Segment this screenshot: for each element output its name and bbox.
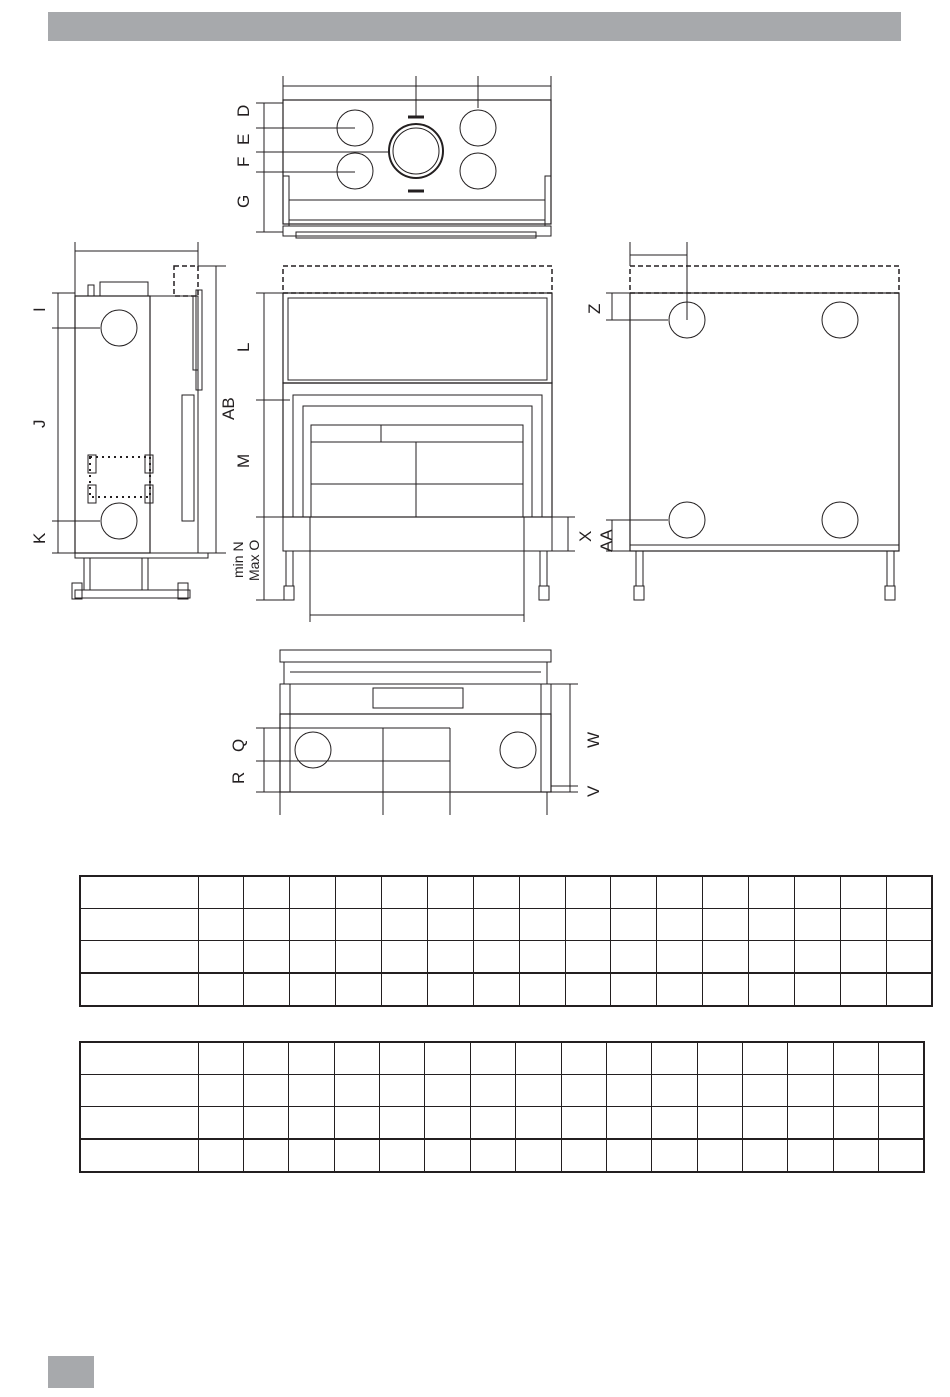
top-flue-bl [337,153,373,189]
table-cell [840,876,886,909]
rear-view [606,242,899,600]
table-cell [697,1075,742,1107]
label-j: J [30,419,49,428]
table-cell [289,1139,334,1172]
table-cell [198,1042,243,1075]
rear-flue-tr [822,302,858,338]
table-cell [749,876,795,909]
table-cell [244,973,290,1006]
table-cell [833,1107,878,1140]
table-cell [652,1139,697,1172]
bottom-view-labels [229,732,603,797]
row-header-cell [80,909,198,941]
table-cell [336,876,382,909]
rear-flue-br [822,502,858,538]
table-row [80,1139,924,1172]
label-x: X [576,530,595,542]
table-cell [743,1107,788,1140]
table-cell [561,1139,606,1172]
table-cell [380,1107,425,1140]
table-cell [606,1139,651,1172]
table-cell [703,973,749,1006]
table-cell [611,909,657,941]
table-cell [244,941,290,974]
table-cell [697,1042,742,1075]
table-cell [382,909,428,941]
table-cell [743,1139,788,1172]
table-cell [470,1139,515,1172]
table-cell [290,876,336,909]
label-f: F [234,156,253,167]
table-cell [886,909,932,941]
table-cell [336,941,382,974]
table-row [80,909,932,941]
table-cell [565,973,611,1006]
table-cell [516,1107,561,1140]
table-cell [657,876,703,909]
table-cell [565,909,611,941]
label-e: E [234,133,253,145]
rear-flue-bl [669,502,705,538]
table-cell [427,973,473,1006]
table-cell [425,1139,470,1172]
table-cell [243,1075,288,1107]
table-cell [516,1075,561,1107]
table-cell [697,1107,742,1140]
table-cell [879,1107,924,1140]
table-cell [334,1107,379,1140]
table-cell [198,1075,243,1107]
table-cell [425,1075,470,1107]
table-cell [743,1042,788,1075]
table-cell [470,1042,515,1075]
label-ab: AB [219,397,238,420]
table-cell [519,973,565,1006]
label-v: V [584,785,603,797]
bottom-opening-right [500,732,536,768]
label-d: D [234,104,253,117]
table-cell [703,876,749,909]
table-cell [840,909,886,941]
table-cell [611,973,657,1006]
row-header-cell [80,1042,198,1075]
table-cell [198,941,244,974]
table-cell [427,909,473,941]
front-view-labels [219,343,616,581]
table-cell [334,1139,379,1172]
table-cell [382,876,428,909]
table-cell [290,973,336,1006]
label-w: W [584,731,603,748]
table-cell [425,1042,470,1075]
side-lower-opening [101,503,137,539]
row-header-cell [80,941,198,974]
table-cell [794,909,840,941]
table-cell [565,876,611,909]
table-cell [289,1042,334,1075]
table-cell [519,941,565,974]
table-cell [788,1139,833,1172]
side-upper-opening [101,310,137,346]
table-cell [334,1075,379,1107]
label-k: K [30,532,49,544]
table-cell [427,876,473,909]
table-cell [198,1139,243,1172]
table-cell [473,876,519,909]
label-i: I [30,307,49,312]
label-z: Z [585,303,604,314]
table-cell [652,1107,697,1140]
table-cell [198,909,244,941]
table-cell [244,876,290,909]
table-cell [840,941,886,974]
table-cell [336,973,382,1006]
table-cell [380,1075,425,1107]
table-cell [886,941,932,974]
table-cell [198,1107,243,1140]
table-cell [561,1075,606,1107]
table-row [80,1075,924,1107]
table-cell [794,973,840,1006]
top-flue-br [460,153,496,189]
table-cell [516,1139,561,1172]
bottom-view [256,650,578,815]
table-cell [697,1139,742,1172]
table-cell [606,1075,651,1107]
table-cell [794,941,840,974]
table-cell [198,876,244,909]
table-cell [519,909,565,941]
table-cell [425,1107,470,1140]
table-cell [749,909,795,941]
table-cell [334,1042,379,1075]
table-cell [243,1139,288,1172]
table-cell [611,876,657,909]
dimensions-table-2 [79,1041,925,1173]
table-cell [743,1075,788,1107]
table-cell [606,1042,651,1075]
table-cell [336,909,382,941]
table-cell [840,973,886,1006]
dimensions-table-1 [79,875,933,1007]
row-header-cell [80,1107,198,1140]
row-header-cell [80,876,198,909]
table-cell [380,1042,425,1075]
table-row [80,1107,924,1140]
table-cell [243,1107,288,1140]
table-cell [879,1042,924,1075]
label-m: M [234,453,253,468]
table-cell [382,973,428,1006]
table-cell [749,941,795,974]
table-cell [519,876,565,909]
table-cell [561,1107,606,1140]
rear-view-labels [585,304,604,314]
bottom-opening-left [295,732,331,768]
table-cell [788,1042,833,1075]
table-cell [470,1107,515,1140]
label-g: G [234,194,253,208]
row-header-cell [80,1139,198,1172]
table-cell [243,1042,288,1075]
side-view-labels [30,307,49,544]
table-cell [289,1107,334,1140]
table-cell [652,1075,697,1107]
table-cell [703,941,749,974]
table-row [80,876,932,909]
table-row [80,941,932,974]
top-view [256,76,551,238]
label-l: L [234,342,253,352]
table-cell [244,909,290,941]
table-cell [289,1075,334,1107]
table-cell [657,909,703,941]
page-number-box [48,1356,94,1388]
table-cell [290,909,336,941]
table-cell [516,1042,561,1075]
table-cell [606,1107,651,1140]
table-cell [879,1075,924,1107]
table-cell [198,973,244,1006]
label-r: R [229,771,248,784]
label-q: Q [229,738,248,752]
label-aa: AA [597,529,616,552]
table-cell [657,941,703,974]
top-flue-tr [460,110,496,146]
table-row [80,1042,924,1075]
table-cell [788,1075,833,1107]
table-cell [749,973,795,1006]
table-cell [473,909,519,941]
table-row [80,973,932,1006]
table-cell [611,941,657,974]
table-cell [473,973,519,1006]
table-cell [427,941,473,974]
top-view-labels [234,105,253,208]
table-cell [879,1139,924,1172]
table-cell [833,1139,878,1172]
table-cell [380,1139,425,1172]
table-cell [290,941,336,974]
row-header-cell [80,973,198,1006]
table-cell [833,1075,878,1107]
table-cell [473,941,519,974]
top-main-flue [389,124,443,178]
row-header-cell [80,1075,198,1107]
table-cell [382,941,428,974]
label-min-n: min N [230,541,246,578]
table-cell [886,876,932,909]
table-cell [565,941,611,974]
front-view [256,266,575,622]
table-cell [657,973,703,1006]
table-cell [652,1042,697,1075]
table-cell [788,1107,833,1140]
table-cell [833,1042,878,1075]
label-max-o: Max O [246,539,262,581]
table-cell [886,973,932,1006]
table-cell [470,1075,515,1107]
table-cell [794,876,840,909]
side-view [52,242,226,599]
table-cell [703,909,749,941]
table-cell [561,1042,606,1075]
